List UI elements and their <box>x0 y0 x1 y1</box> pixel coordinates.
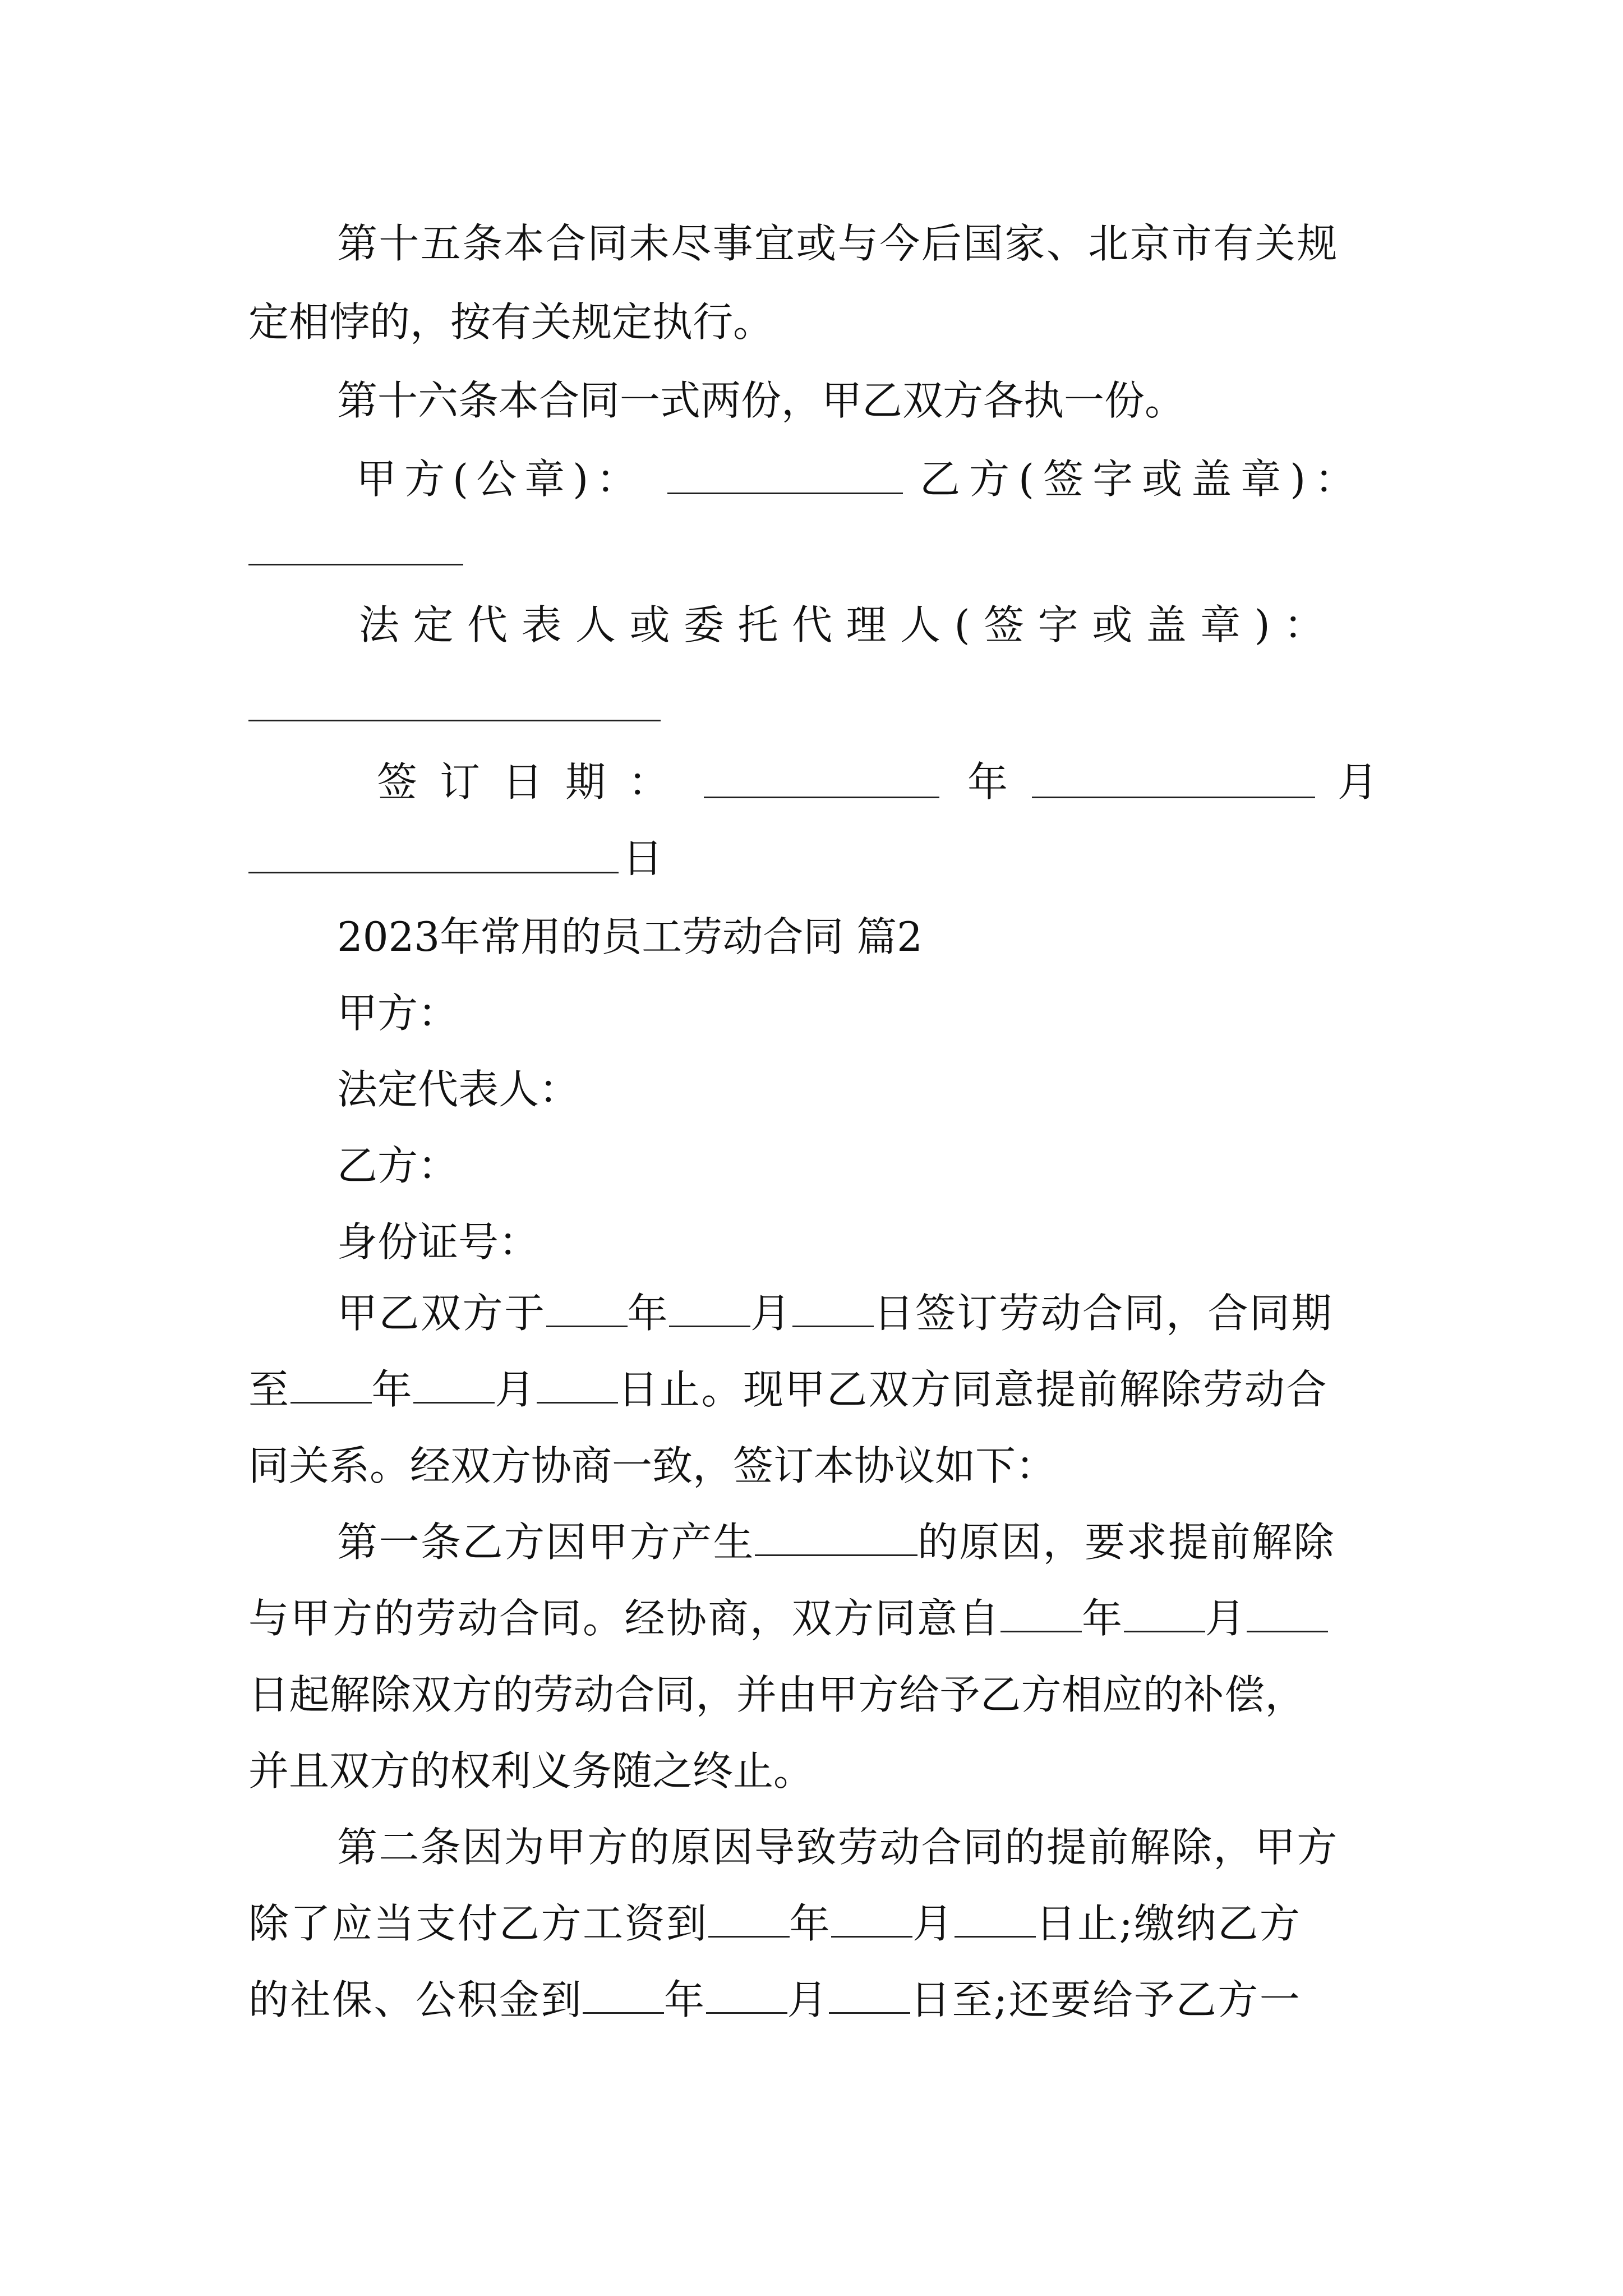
sign-day-label: 日 <box>623 835 663 882</box>
article-text: 日至;还要给予乙方一 <box>910 1976 1302 2023</box>
article-1-line-2 <box>248 1588 1328 1649</box>
representative-blank <box>248 720 661 721</box>
sign-year-label: 年 <box>967 758 1008 806</box>
blank <box>706 1978 787 2014</box>
party-b-sign-label: 乙方(签字或盖章)： <box>920 455 1364 503</box>
sign-month-label: 月 <box>1338 758 1378 806</box>
blank <box>831 1902 912 1938</box>
blank <box>583 1978 664 2014</box>
intro-text: 甲乙双方于 <box>337 1290 546 1337</box>
sign-year-blank <box>704 797 939 798</box>
intro-line-1 <box>337 1282 1333 1344</box>
article-year: 年 <box>1082 1595 1124 1642</box>
field-party-a: 甲方： <box>337 990 459 1037</box>
representative-label: 法定代表人或委托代理人(签字或盖章)： <box>359 601 1338 648</box>
article-1-line-3: 日起解除双方的劳动合同，并由甲方给予乙方相应的补偿， <box>248 1671 1306 1718</box>
blank <box>1124 1597 1205 1632</box>
intro-year: 年 <box>371 1366 414 1413</box>
article-2-line-1: 第二条因为甲方的原因导致劳动合同的提前解除，甲方 <box>337 1824 1339 1871</box>
blank <box>546 1292 628 1327</box>
blank <box>1247 1597 1328 1632</box>
blank <box>1000 1597 1082 1632</box>
clause-16: 第十六条本合同一式两份，甲乙双方各执一份。 <box>337 377 1186 424</box>
blank <box>669 1292 750 1327</box>
blank <box>955 1902 1036 1938</box>
article-2-line-2 <box>248 1893 1301 1954</box>
article-1-line-4: 并且双方的权利义务随之终止。 <box>248 1747 814 1795</box>
article-text: 第一条乙方因甲方产生 <box>337 1519 755 1566</box>
sign-month-blank <box>1032 797 1315 798</box>
blank <box>708 1902 790 1938</box>
blank <box>291 1368 372 1404</box>
sign-day-blank <box>248 872 619 873</box>
clause-15-line-2: 定相悖的，按有关规定执行。 <box>248 298 774 346</box>
article-month: 月 <box>912 1900 955 1947</box>
intro-year: 年 <box>627 1290 670 1337</box>
blank <box>537 1368 618 1404</box>
article-text: 的原因，要求提前解除 <box>917 1519 1336 1566</box>
intro-text: 日止。现甲乙双方同意提前解除劳动合 <box>617 1366 1329 1413</box>
blank <box>755 1521 917 1556</box>
intro-text: 至 <box>248 1366 291 1413</box>
intro-line-2 <box>248 1359 1328 1420</box>
intro-text: 日签订劳动合同，合同期 <box>873 1290 1334 1337</box>
field-id-number: 身份证号： <box>337 1218 540 1266</box>
field-party-b: 乙方： <box>337 1142 459 1189</box>
article-2-line-3 <box>248 1969 1301 2031</box>
field-legal-representative: 法定代表人： <box>337 1066 580 1113</box>
sign-date-label: 签订日期： <box>377 758 691 806</box>
article-month: 月 <box>787 1976 829 2023</box>
party-a-blank <box>667 493 903 494</box>
intro-month: 月 <box>750 1290 792 1337</box>
blank <box>829 1978 910 2014</box>
article-year: 年 <box>789 1900 832 1947</box>
article-text: 日止;缴纳乙方 <box>1035 1900 1302 1947</box>
clause-15-line-1: 第十五条本合同未尽事宜或与今后国家、北京市有关规 <box>337 220 1339 267</box>
article-1-line-1 <box>337 1511 1335 1573</box>
article-year: 年 <box>664 1976 706 2023</box>
section-heading: 2023年常用的员工劳动合同 篇2 <box>337 913 923 960</box>
article-text: 除了应当支付乙方工资到 <box>248 1900 708 1947</box>
party-b-blank <box>248 564 463 565</box>
intro-month: 月 <box>495 1366 537 1413</box>
party-a-seal-label: 甲方(公章)： <box>356 455 645 503</box>
intro-line-3: 同关系。经双方协商一致，签订本协议如下： <box>248 1442 1057 1489</box>
article-text: 与甲方的劳动合同。经协商，双方同意自 <box>248 1595 1001 1642</box>
blank <box>413 1368 495 1404</box>
article-text: 的社保、公积金到 <box>248 1976 583 2023</box>
blank <box>792 1292 874 1327</box>
article-month: 月 <box>1205 1595 1247 1642</box>
